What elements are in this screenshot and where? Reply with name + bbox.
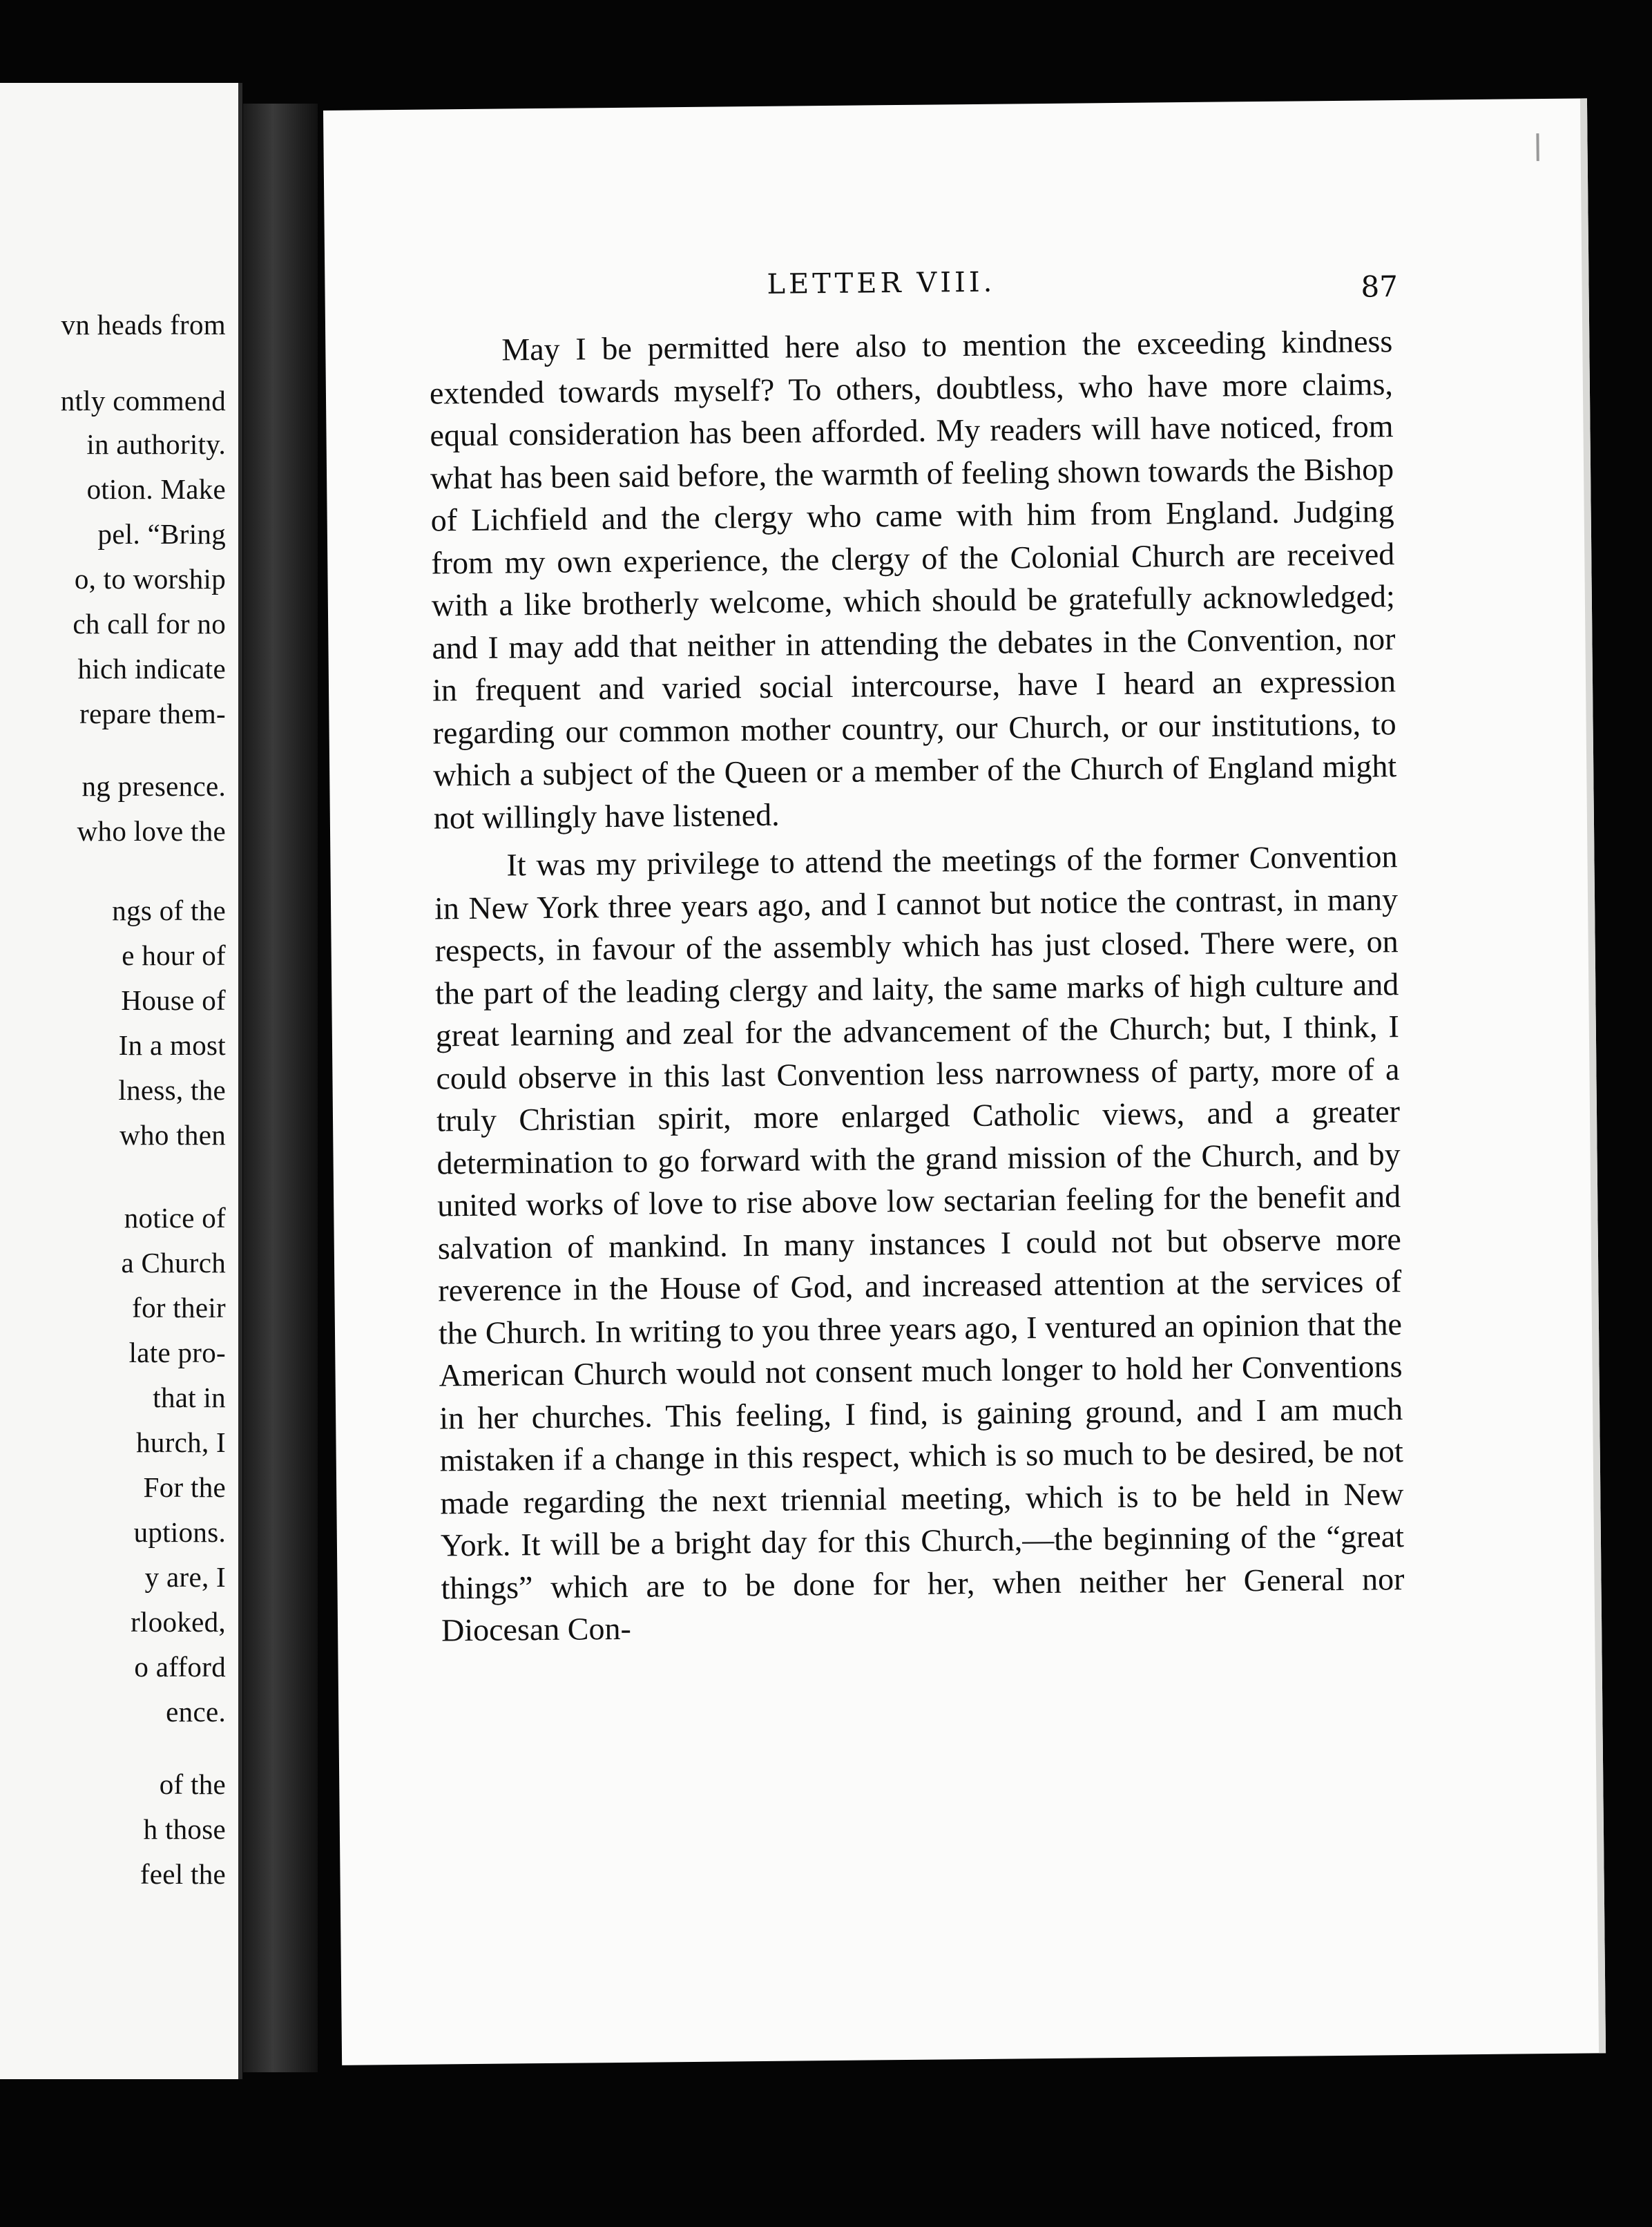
- left-page-line-fragment: who love the: [77, 815, 226, 847]
- left-page-line-fragment: ch call for no: [73, 608, 226, 640]
- running-head: LETTER VIII.: [767, 266, 996, 300]
- left-page-line-fragment: vn heads from: [61, 309, 226, 341]
- left-page-line-fragment: hich indicate: [77, 653, 226, 685]
- left-page-line-fragment: a Church: [121, 1247, 226, 1279]
- left-page-line-fragment: ngs of the: [112, 895, 226, 926]
- left-page-line-fragment: ng presence.: [81, 770, 226, 802]
- left-page-line-fragment: uptions.: [133, 1516, 226, 1548]
- left-page-line-fragment: otion. Make: [86, 473, 226, 505]
- left-page-line-fragment: in authority.: [86, 428, 226, 460]
- left-page-line-fragment: o, to worship: [74, 563, 226, 595]
- left-page-line-fragment: h those: [143, 1813, 226, 1845]
- left-page-line-fragment: pel. “Bring: [97, 518, 226, 550]
- left-page-line-fragment: e hour of: [122, 939, 226, 971]
- paragraph: It was my privilege to attend the meetings of the former Convention in New York three years ago, and I cannot but notice the contrast, in many respects, in favour of the assembly which has just closed. There were, on the part of the leading clergy and laity, the same marks of high culture and great learning and zeal for the advancement of the Church; but, I think, I could observe in this last Convention less narrowness of party, more of a truly Christian spirit, more enlarged Catholic views, and a greater determination to go forward with the grand mission of the Church, and by united works of love to rise above low sectarian feeling for the benefit and salvation of mankind. In many instances I could not but observe more reverence in the House of God, and increased attention at the services of the Church. In writing to you three years ago, I ventured an opinion that the American Church would not consent much longer to hold her Conventions in her churches. This feeling, I find, is gaining ground, and I am much mistaken if a change in this respect, which is so much to be desired, be not made regarding the next triennial meeting, which is to be held in New York. It will be a bright day for this Church,—the beginning of the “great things” which are to be done for her, when neither her General nor Diocesan Con-: [434, 839, 1405, 1648]
- current-page: [323, 98, 1606, 2065]
- left-page-line-fragment: hurch, I: [136, 1426, 226, 1458]
- left-page-line-fragment: for their: [132, 1292, 226, 1323]
- page-number: 87: [1361, 269, 1399, 304]
- left-page-line-fragment: of the: [159, 1768, 226, 1800]
- left-page-line-fragment: For the: [143, 1471, 226, 1503]
- left-page-line-fragment: feel the: [140, 1858, 226, 1890]
- left-page-line-fragment: lness, the: [118, 1074, 226, 1106]
- left-page-line-fragment: In a most: [118, 1029, 226, 1061]
- body-text: [429, 320, 1405, 1652]
- left-page-line-fragment: y are, I: [144, 1561, 226, 1593]
- page-corner-mark: [1536, 133, 1539, 161]
- book-gutter: [243, 104, 318, 2072]
- left-page-line-fragment: House of: [121, 984, 226, 1016]
- left-page-line-fragment: who then: [119, 1119, 226, 1151]
- left-page-line-fragment: o afford: [134, 1651, 226, 1683]
- left-page-line-fragment: notice of: [124, 1202, 226, 1234]
- left-page-line-fragment: repare them-: [79, 698, 226, 729]
- left-page-line-fragment: rlooked,: [131, 1606, 226, 1638]
- left-page-line-fragment: that in: [153, 1382, 226, 1413]
- left-page-line-fragment: ntly commend: [60, 385, 226, 417]
- previous-page: [0, 83, 242, 2079]
- left-page-line-fragment: late pro-: [128, 1337, 226, 1368]
- paragraph: May I be permitted here also to mention the exceeding kindness extended towards myself? To others, doubtless, who have more claims, equal consideration has been afforded. My readers will have noticed, from what has been said before, the warmth of feeling shown towards the Bishop of Lichfield and the clergy who came with him from England. Judging from my own experience, the clergy of the Colonial Church are received with a like brotherly welcome, which should be gratefully acknowledged; and I may add that neither in attending the debates in the Convention, nor in frequent and varied social intercourse, have I heard an expression regarding our common mother country, our Church, or our institutions, to which a subject of the Queen or a member of the Church of England might not willingly have listened.: [429, 323, 1397, 836]
- left-page-line-fragment: ence.: [166, 1696, 226, 1728]
